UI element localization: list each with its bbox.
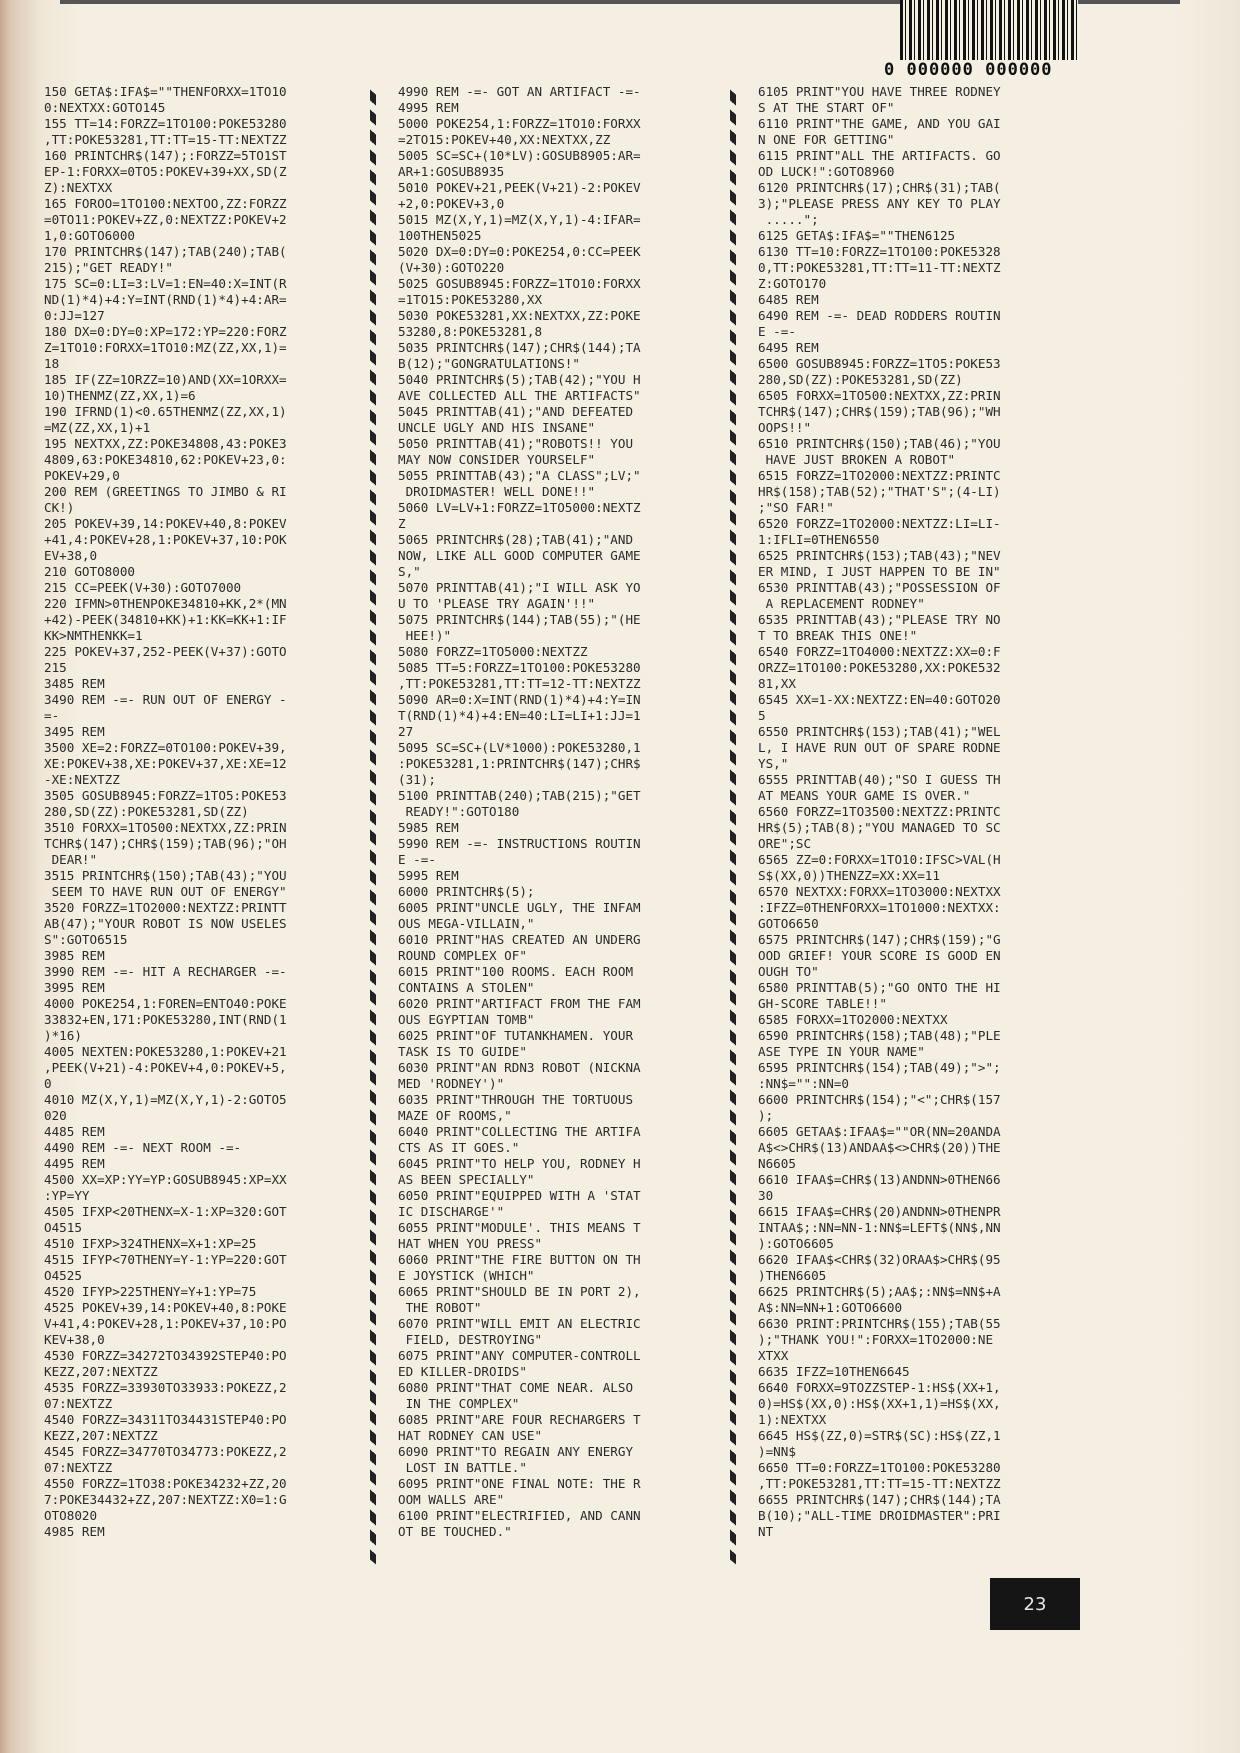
code-line: 6530 PRINTTAB(43);"POSSESSION OF [758,580,1001,595]
code-line: 280,SD(ZZ):POKE53281,SD(ZZ) [44,804,249,819]
column-divider [730,89,736,1564]
code-line: 6035 PRINT"THROUGH THE TORTUOUS [398,1092,634,1107]
code-line: 6055 PRINT"MODULE'. THIS MEANS T [398,1220,641,1235]
code-line: 4530 FORZZ=34272TO34392STEP40:PO [44,1348,287,1363]
code-line: SEEM TO HAVE RUN OUT OF ENERGY" [44,884,287,899]
code-line: 6555 PRINTTAB(40);"SO I GUESS TH [758,772,1001,787]
code-line: 5045 PRINTTAB(41);"AND DEFEATED [398,404,634,419]
code-line: 6015 PRINT"100 ROOMS. EACH ROOM [398,964,634,979]
code-line: ER MIND, I JUST HAPPEN TO BE IN" [758,564,1001,579]
code-line: 4505 IFXP<20THENX=X-1:XP=320:GOT [44,1204,287,1219]
code-line: 6520 FORZZ=1TO2000:NEXTZZ:LI=LI- [758,516,1001,531]
code-line: 6605 GETAA$:IFAA$=""OR(NN=20ANDA [758,1124,1001,1139]
code-line: 4540 FORZZ=34311TO34431STEP40:PO [44,1412,287,1427]
code-line: 6560 FORZZ=1TO3500:NEXTZZ:PRINTC [758,804,1001,819]
code-line: 6105 PRINT"YOU HAVE THREE RODNEY [758,84,1001,99]
code-line: HR$(158);TAB(52);"THAT'S";(4-LI) [758,484,1001,499]
code-line: 5995 REM [398,868,459,883]
code-line: OUS MEGA-VILLAIN," [398,916,535,931]
code-line: A REPLACEMENT RODNEY" [758,596,925,611]
listing-column-3 [758,84,1068,1540]
code-line: 6585 FORXX=1TO2000:NEXTXX [758,1012,948,1027]
code-line: 6075 PRINT"ANY COMPUTER-CONTROLL [398,1348,641,1363]
code-line: :NN$="":NN=0 [758,1076,849,1091]
code-line: 6625 PRINTCHR$(5);AA$;:NN$=NN$+A [758,1284,1001,1299]
code-line: 5010 POKEV+21,PEEK(V+21)-2:POKEV [398,180,641,195]
code-line: 6500 GOSUB8945:FORZZ=1TO5:POKE53 [758,356,1001,371]
code-line: O4515 [44,1220,82,1235]
code-line: 4535 FORZZ=33930TO33933:POKEZZ,2 [44,1380,287,1395]
code-line: OOPS!!" [758,420,812,435]
code-line: TCHR$(147);CHR$(159);TAB(96);"OH [44,836,287,851]
code-line: HAVE JUST BROKEN A ROBOT" [758,452,956,467]
code-line: AR+1:GOSUB8935 [398,164,505,179]
code-line: );"THANK YOU!":FORXX=1TO2000:NE [758,1332,994,1347]
code-line: KEV+38,0 [44,1332,105,1347]
code-line: 10)THENMZ(ZZ,XX,1)=6 [44,388,196,403]
code-line: UNCLE UGLY AND HIS INSANE" [398,420,596,435]
listing-column-1 [44,84,354,1540]
code-line: O4525 [44,1268,82,1283]
code-line: 5065 PRINTCHR$(28);TAB(41);"AND [398,532,634,547]
code-line: HEE!)" [398,628,452,643]
code-line: 155 TT=14:FORZZ=1TO100:POKE53280 [44,116,287,131]
code-line: E -=- [758,324,796,339]
code-line: Z):NEXTXX [44,180,113,195]
code-line: 6615 IFAA$=CHR$(20)ANDNN>0THENPR [758,1204,1001,1219]
code-line: 6125 GETA$:IFA$=""THEN6125 [758,228,956,243]
code-line: 3490 REM -=- RUN OUT OF ENERGY - [44,692,287,707]
code-line: 5050 PRINTTAB(41);"ROBOTS!! YOU [398,436,634,451]
code-line: 6570 NEXTXX:FORXX=1TO3000:NEXTXX [758,884,1001,899]
code-line: B(12);"GONGRATULATIONS!" [398,356,580,371]
code-line: ED KILLER-DROIDS" [398,1364,527,1379]
code-line: :IFZZ=0THENFORXX=1TO1000:NEXTXX: [758,900,1001,915]
code-line: 5985 REM [398,820,459,835]
code-line: 5015 MZ(X,Y,1)=MZ(X,Y,1)-4:IFAR= [398,212,641,227]
code-line: 6005 PRINT"UNCLE UGLY, THE INFAM [398,900,641,915]
code-line: 53280,8:POKE53281,8 [398,324,543,339]
code-line: 175 SC=0:LI=3:LV=1:EN=40:X=INT(R [44,276,287,291]
code-line: 3995 REM [44,980,105,995]
code-line: 4485 REM [44,1124,105,1139]
code-line: GOTO6650 [758,916,819,931]
code-line: AB(47);"YOUR ROBOT IS NOW USELES [44,916,287,931]
code-line: 5005 SC=SC+(10*LV):GOSUB8905:AR= [398,148,641,163]
code-line: 4985 REM [44,1524,105,1539]
code-line: 1:IFLI=0THEN6550 [758,532,880,547]
code-line: KEZZ,207:NEXTZZ [44,1428,158,1443]
code-line: 225 POKEV+37,252-PEEK(V+37):GOTO [44,644,287,659]
code-line: 3990 REM -=- HIT A RECHARGER -=- [44,964,287,979]
code-line: 215 CC=PEEK(V+30):GOTO7000 [44,580,242,595]
code-line: 6060 PRINT"THE FIRE BUTTON ON TH [398,1252,641,1267]
code-line: 165 FOROO=1TO100:NEXTOO,ZZ:FORZZ [44,196,287,211]
code-line: 6600 PRINTCHR$(154);"<";CHR$(157 [758,1092,1001,1107]
code-line: 5025 GOSUB8945:FORZZ=1TO10:FORXX [398,276,641,291]
code-line: YS," [758,756,789,771]
code-line: 6635 IFZZ=10THEN6645 [758,1364,910,1379]
code-line: 4550 FORZZ=1TO38:POKE34232+ZZ,20 [44,1476,287,1491]
code-line: 5030 POKE53281,XX:NEXTXX,ZZ:POKE [398,308,641,323]
code-line: +2,0:POKEV+3,0 [398,196,505,211]
code-line: S":GOTO6515 [44,932,128,947]
code-line: Z [398,516,406,531]
code-line: 5090 AR=0:X=INT(RND(1)*4)+4:Y=IN [398,692,641,707]
code-line: 6575 PRINTCHR$(147);CHR$(159);"G [758,932,1001,947]
code-line: 6580 PRINTTAB(5);"GO ONTO THE HI [758,980,1001,995]
code-line: ,PEEK(V+21)-4:POKEV+4,0:POKEV+5, [44,1060,287,1075]
code-line: OOD GRIEF! YOUR SCORE IS GOOD EN [758,948,1001,963]
code-line: 180 DX=0:DY=0:XP=172:YP=220:FORZ [44,324,287,339]
code-line: ;"SO FAR!" [758,500,834,515]
code-line: 0)=HS$(XX,0):HS$(XX+1,1)=HS$(XX, [758,1396,1001,1411]
code-line: S AT THE START OF" [758,100,895,115]
code-line: =- [44,708,60,723]
code-line: 6620 IFAA$<CHR$(32)ORAA$>CHR$(95 [758,1252,1001,1267]
code-line: =2TO15:POKEV+40,XX:NEXTXX,ZZ [398,132,611,147]
code-line: 6115 PRINT"ALL THE ARTIFACTS. GO [758,148,1001,163]
code-line: 6090 PRINT"TO REGAIN ANY ENERGY [398,1444,634,1459]
code-line: FIELD, DESTROYING" [398,1332,543,1347]
code-line: OD LUCK!":GOTO8960 [758,164,895,179]
code-line: NOW, LIKE ALL GOOD COMPUTER GAME [398,548,641,563]
code-line: N ONE FOR GETTING" [758,132,895,147]
code-line: 0:NEXTXX:GOTO145 [44,100,166,115]
code-line: 6020 PRINT"ARTIFACT FROM THE FAM [398,996,641,1011]
code-line: 205 POKEV+39,14:POKEV+40,8:POKEV [44,516,287,531]
code-line: 6545 XX=1-XX:NEXTZZ:EN=40:GOTO20 [758,692,1001,707]
code-line: 5040 PRINTCHR$(5);TAB(42);"YOU H [398,372,641,387]
code-line: 4515 IFYP<70THENY=Y-1:YP=220:GOT [44,1252,287,1267]
code-line: 100THEN5025 [398,228,482,243]
code-line: OUS EGYPTIAN TOMB" [398,1012,535,1027]
code-line: 4995 REM [398,100,459,115]
code-line: READY!":GOTO180 [398,804,520,819]
code-line: ):GOTO6605 [758,1236,834,1251]
code-line: MED 'RODNEY')" [398,1076,505,1091]
code-line: 195 NEXTXX,ZZ:POKE34808,43:POKE3 [44,436,287,451]
code-line: N6605 [758,1156,796,1171]
code-line: U TO 'PLEASE TRY AGAIN'!!" [398,596,596,611]
code-line: ND(1)*4)+4:Y=INT(RND(1)*4)+4:AR= [44,292,287,307]
code-line: 0:JJ=127 [44,308,105,323]
page-number: 23 [990,1578,1080,1630]
code-line: A$<>CHR$(13)ANDAA$<>CHR$(20))THE [758,1140,1001,1155]
code-line: ....."; [758,212,819,227]
code-line: ORE";SC [758,836,812,851]
code-line: :YP=YY [44,1188,90,1203]
code-line: 6485 REM [758,292,819,307]
code-line: A$:NN=NN+1:GOTO6600 [758,1300,903,1315]
code-line: 1,0:GOTO6000 [44,228,135,243]
code-line: 6650 TT=0:FORZZ=1TO100:POKE53280 [758,1460,1001,1475]
code-line: AVE COLLECTED ALL THE ARTIFACTS" [398,388,641,403]
code-line: 5070 PRINTTAB(41);"I WILL ASK YO [398,580,641,595]
code-line: )=NN$ [758,1444,796,1459]
code-line: KK>NMTHENKK=1 [44,628,143,643]
code-line: E JOYSTICK (WHICH" [398,1268,535,1283]
code-line: 150 GETA$:IFA$=""THENFORXX=1TO10 [44,84,287,99]
code-line: 3520 FORZZ=1TO2000:NEXTZZ:PRINTT [44,900,287,915]
code-line: ); [758,1108,774,1123]
code-line: 6540 FORZZ=1TO4000:NEXTZZ:XX=0:F [758,644,1001,659]
code-line: 4490 REM -=- NEXT ROOM -=- [44,1140,242,1155]
code-line: 185 IF(ZZ=1ORZZ=10)AND(XX=1ORXX= [44,372,287,387]
code-line: DEAR!" [44,852,98,867]
code-line: 6645 HS$(ZZ,0)=STR$(SC):HS$(ZZ,1 [758,1428,1001,1443]
code-line: NT [758,1524,774,1539]
code-line: CONTAINS A STOLEN" [398,980,535,995]
code-line: 6655 PRINTCHR$(147);CHR$(144);TA [758,1492,1001,1507]
code-line: ,TT:POKE53281,TT:TT=12-TT:NEXTZZ [398,676,641,691]
code-line: 020 [44,1108,67,1123]
code-line: 6010 PRINT"HAS CREATED AN UNDERG [398,932,641,947]
code-line: 4809,63:POKE34810,62:POKEV+23,0: [44,452,287,467]
code-line: 0 [44,1076,52,1091]
code-line: 5095 SC=SC+(LV*1000):POKE53280,1 [398,740,641,755]
code-line: 210 GOTO8000 [44,564,135,579]
code-line: Z=1TO10:FORXX=1TO10:MZ(ZZ,XX,1)= [44,340,287,355]
code-line: KEZZ,207:NEXTZZ [44,1364,158,1379]
code-line: 5000 POKE254,1:FORZZ=1TO10:FORXX [398,116,641,131]
code-line: 3505 GOSUB8945:FORZZ=1TO5:POKE53 [44,788,287,803]
code-line: 6590 PRINTCHR$(158);TAB(48);"PLE [758,1028,1001,1043]
code-line: 6080 PRINT"THAT COME NEAR. ALSO [398,1380,634,1395]
code-line: 6130 TT=10:FORZZ=1TO100:POKE5328 [758,244,1001,259]
code-line: 6550 PRINTCHR$(153);TAB(41);"WEL [758,724,1001,739]
code-line: 6535 PRINTTAB(43);"PLEASE TRY NO [758,612,1001,627]
code-line: 4545 FORZZ=34770TO34773:POKEZZ,2 [44,1444,287,1459]
code-line: MAY NOW CONSIDER YOURSELF" [398,452,596,467]
code-line: 5060 LV=LV+1:FORZZ=1TO5000:NEXTZ [398,500,641,515]
code-line: HAT RODNEY CAN USE" [398,1428,543,1443]
code-line: 6030 PRINT"AN RDN3 ROBOT (NICKNA [398,1060,641,1075]
code-line: 6025 PRINT"OF TUTANKHAMEN. YOUR [398,1028,634,1043]
code-line: XE:POKEV+38,XE:POKEV+37,XE:XE=12 [44,756,287,771]
code-line: 4510 IFXP>324THENX=X+1:XP=25 [44,1236,257,1251]
code-line: 0,TT:POKE53281,TT:TT=11-TT:NEXTZ [758,260,1001,275]
code-line: =1TO15:POKE53280,XX [398,292,543,307]
code-line: 4525 POKEV+39,14:POKEV+40,8:POKE [44,1300,287,1315]
code-line: 5990 REM -=- INSTRUCTIONS ROUTIN [398,836,641,851]
code-line: B(10);"ALL-TIME DROIDMASTER":PRI [758,1508,1001,1523]
code-line: ,TT:POKE53281,TT:TT=15-TT:NEXTZZ [44,132,287,147]
code-line: -XE:NEXTZZ [44,772,120,787]
code-line: 3510 FORXX=1TO500:NEXTXX,ZZ:PRIN [44,820,287,835]
code-line: 6505 FORXX=1TO500:NEXTXX,ZZ:PRIN [758,388,1001,403]
code-line: 5055 PRINTTAB(43);"A CLASS";LV;" [398,468,641,483]
code-line: HAT WHEN YOU PRESS" [398,1236,543,1251]
code-line: 3);"PLEASE PRESS ANY KEY TO PLAY [758,196,1001,211]
code-line: 200 REM (GREETINGS TO JIMBO & RI [44,484,287,499]
code-line: 3500 XE=2:FORZZ=0TO100:POKEV+39, [44,740,287,755]
code-line: INTAA$;:NN=NN-1:NN$=LEFT$(NN$,NN [758,1220,1001,1235]
barcode-icon [900,0,1078,60]
code-line: 81,XX [758,676,796,691]
code-line: OUGH TO" [758,964,819,979]
code-line: 6515 FORZZ=1TO2000:NEXTZZ:PRINTC [758,468,1001,483]
code-line: 3515 PRINTCHR$(150);TAB(43);"YOU [44,868,287,883]
code-line: 280,SD(ZZ):POKE53281,SD(ZZ) [758,372,963,387]
code-line: 6525 PRINTCHR$(153);TAB(43);"NEV [758,548,1001,563]
code-line: 4990 REM -=- GOT AN ARTIFACT -=- [398,84,641,99]
code-line: ROUND COMPLEX OF" [398,948,527,963]
code-line: 4000 POKE254,1:FOREN=ENTO40:POKE [44,996,287,1011]
code-line: 4495 REM [44,1156,105,1171]
code-line: THE ROBOT" [398,1300,482,1315]
code-line: S," [398,564,421,579]
code-line: 4005 NEXTEN:POKE53280,1:POKEV+21 [44,1044,287,1059]
code-line: 6040 PRINT"COLLECTING THE ARTIFA [398,1124,641,1139]
code-line: 33832+EN,171:POKE53280,INT(RND(1 [44,1012,287,1027]
code-line: +41,4:POKEV+28,1:POKEV+37,10:POK [44,532,287,547]
code-line: 6050 PRINT"EQUIPPED WITH A 'STAT [398,1188,641,1203]
code-line: 1):NEXTXX [758,1412,827,1427]
code-line: (V+30):GOTO220 [398,260,505,275]
code-line: 7:POKE34432+ZZ,207:NEXTZZ:X0=1:G [44,1492,287,1507]
code-line: 30 [758,1188,774,1203]
code-line: 170 PRINTCHR$(147);TAB(240);TAB( [44,244,287,259]
code-line: 6000 PRINTCHR$(5); [398,884,535,899]
code-line: :POKE53281,1:PRINTCHR$(147);CHR$ [398,756,641,771]
code-line: 3985 REM [44,948,105,963]
code-line: ASE TYPE IN YOUR NAME" [758,1044,925,1059]
code-line: HR$(5);TAB(8);"YOU MANAGED TO SC [758,820,1001,835]
code-line: IN THE COMPLEX" [398,1396,520,1411]
code-line: 18 [44,356,60,371]
code-line: XTXX [758,1348,789,1363]
code-line: CTS AS IT GOES." [398,1140,520,1155]
code-line: 5100 PRINTTAB(240);TAB(215);"GET [398,788,641,803]
code-line: 6095 PRINT"ONE FINAL NOTE: THE R [398,1476,641,1491]
code-line: DROIDMASTER! WELL DONE!!" [398,484,596,499]
code-line: OT BE TOUCHED." [398,1524,512,1539]
code-line: 6110 PRINT"THE GAME, AND YOU GAI [758,116,1001,131]
code-line: 6565 ZZ=0:FORXX=1TO10:IFSC>VAL(H [758,852,1001,867]
code-line: V+41,4:POKEV+28,1:POKEV+37,10:PO [44,1316,287,1331]
code-line: 3485 REM [44,676,105,691]
code-line: TASK IS TO GUIDE" [398,1044,527,1059]
code-line: 5080 FORZZ=1TO5000:NEXTZZ [398,644,588,659]
code-line: ORZZ=1TO100:POKE53280,XX:POKE532 [758,660,1001,675]
code-line: 220 IFMN>0THENPOKE34810+KK,2*(MN [44,596,287,611]
code-line: CK!) [44,500,75,515]
code-line: 190 IFRND(1)<0.65THENMZ(ZZ,XX,1) [44,404,287,419]
code-line: 6120 PRINTCHR$(17);CHR$(31);TAB( [758,180,1001,195]
code-line: L, I HAVE RUN OUT OF SPARE RODNE [758,740,1001,755]
code-line: TCHR$(147);CHR$(159);TAB(96);"WH [758,404,1001,419]
code-line: LOST IN BATTLE." [398,1460,527,1475]
code-line: OOM WALLS ARE" [398,1492,505,1507]
code-line: 6065 PRINT"SHOULD BE IN PORT 2), [398,1284,641,1299]
code-line: 215 [44,660,67,675]
code-line: AS BEEN SPECIALLY" [398,1172,535,1187]
code-line: 6085 PRINT"ARE FOUR RECHARGERS T [398,1412,641,1427]
code-line: 4500 XX=XP:YY=YP:GOSUB8945:XP=XX [44,1172,287,1187]
code-line: T(RND(1)*4)+4:EN=40:LI=LI+1:JJ=1 [398,708,641,723]
listing-column-2 [398,84,708,1540]
code-line: 5085 TT=5:FORZZ=1TO100:POKE53280 [398,660,641,675]
code-line: GH-SCORE TABLE!!" [758,996,887,1011]
column-divider [370,89,376,1564]
code-line: (31); [398,772,436,787]
code-line: 6630 PRINT:PRINTCHR$(155);TAB(55 [758,1316,1001,1331]
code-line: 6510 PRINTCHR$(150);TAB(46);"YOU [758,436,1001,451]
code-line: 3495 REM [44,724,105,739]
code-line: =0TO11:POKEV+ZZ,0:NEXTZZ:POKEV+2 [44,212,287,227]
code-line: 215);"GET READY!" [44,260,173,275]
code-line: ,TT:POKE53281,TT:TT=15-TT:NEXTZZ [758,1476,1001,1491]
code-line: MAZE OF ROOMS," [398,1108,512,1123]
code-line: )*16) [44,1028,82,1043]
code-line: IC DISCHARGE'" [398,1204,505,1219]
code-line: 6640 FORXX=9TOZZSTEP-1:HS$(XX+1, [758,1380,1001,1395]
code-line: 6070 PRINT"WILL EMIT AN ELECTRIC [398,1316,641,1331]
code-line: EP-1:FORXX=0TO5:POKEV+39+XX,SD(Z [44,164,287,179]
code-line: OTO8020 [44,1508,98,1523]
code-line: 6490 REM -=- DEAD RODDERS ROUTIN [758,308,1001,323]
code-line: AT MEANS YOUR GAME IS OVER." [758,788,971,803]
code-line: 5 [758,708,766,723]
code-line: =MZ(ZZ,XX,1)+1 [44,420,151,435]
code-line: 6610 IFAA$=CHR$(13)ANDNN>0THEN66 [758,1172,1001,1187]
code-line: )THEN6605 [758,1268,827,1283]
code-line: 6100 PRINT"ELECTRIFIED, AND CANN [398,1508,641,1523]
code-line: 5035 PRINTCHR$(147);CHR$(144);TA [398,340,641,355]
code-line: 6495 REM [758,340,819,355]
code-line: EV+38,0 [44,548,98,563]
barcode-number: 0 000000 000000 [884,60,1053,80]
code-line: 07:NEXTZZ [44,1396,113,1411]
code-line: 5075 PRINTCHR$(144);TAB(55);"(HE [398,612,641,627]
code-line: Z:GOTO170 [758,276,827,291]
code-line: 07:NEXTZZ [44,1460,113,1475]
code-line: 27 [398,724,414,739]
code-line: T TO BREAK THIS ONE!" [758,628,918,643]
code-line: 6045 PRINT"TO HELP YOU, RODNEY H [398,1156,641,1171]
code-line: +42)-PEEK(34810+KK)+1:KK=KK+1:IF [44,612,287,627]
code-line: 6595 PRINTCHR$(154);TAB(49);">"; [758,1060,1001,1075]
code-line: 160 PRINTCHR$(147);:FORZZ=5TO1ST [44,148,287,163]
code-line: S$(XX,0))THENZZ=XX:XX=11 [758,868,940,883]
code-line: POKEV+29,0 [44,468,120,483]
code-line: 4520 IFYP>225THENY=Y+1:YP=75 [44,1284,257,1299]
code-line: 5020 DX=0:DY=0:POKE254,0:CC=PEEK [398,244,641,259]
code-line: 4010 MZ(X,Y,1)=MZ(X,Y,1)-2:GOTO5 [44,1092,287,1107]
code-line: E -=- [398,852,436,867]
